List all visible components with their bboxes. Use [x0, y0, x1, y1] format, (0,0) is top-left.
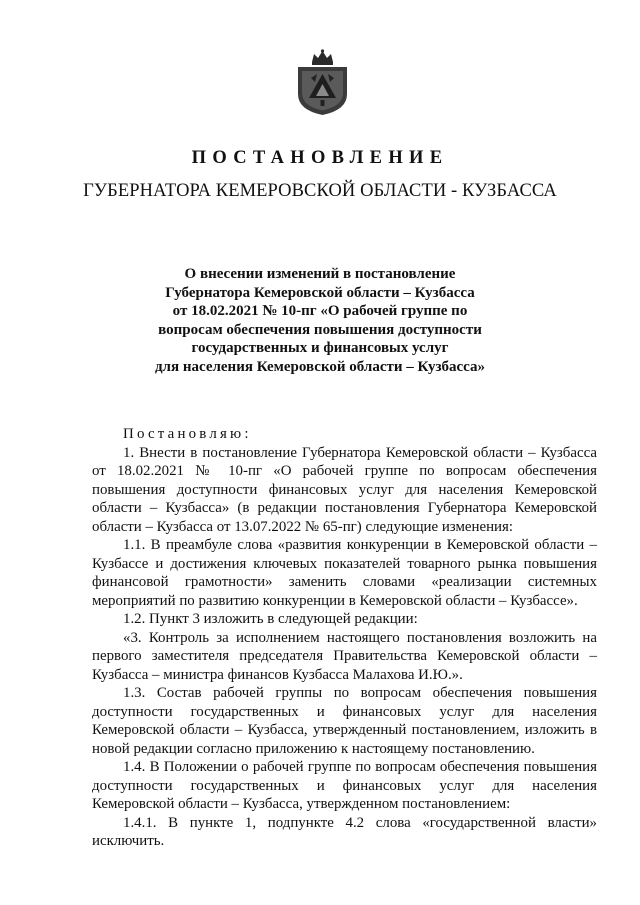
- coat-of-arms-emblem: [296, 48, 349, 116]
- resolution-keyword: Постановляю:: [123, 426, 252, 442]
- paragraph-1-2: 1.2. Пункт 3 изложить в следующей редакции:: [123, 611, 418, 627]
- heading-line: государственных и финансовых услуг: [191, 340, 449, 356]
- paragraph-quote-3: «3. Контроль за исполнением настоящего постановления возложить на первого заместителя председателя Правительства Кемеровской области – Кузбасса – министра финансов Кузбасса Малахова И.Ю.».: [92, 629, 597, 683]
- heading-line: О внесении изменений в постановление: [184, 266, 456, 282]
- paragraph-1: 1. Внести в постановление Губернатора Кемеровской области – Кузбасса от 18.02.2021 № 10-пг «О рабочей группе по вопросам обеспечения повышения доступности финансовых услуг для населения Кемеровской области – Кузбасса» (в редакции постановления Губернатора Кемеровской области – Кузбасса от 13.07.2022 № 65-пг) следующие изменения:: [92, 444, 597, 535]
- paragraph-1-1: 1.1. В преамбуле слова «развития конкуренции в Кемеровской области – Кузбассе и достижения ключевых показателей товарного рынка повышения финансовой грамотности» заменить словами «реализации системных мероприятий по развитию конкуренции в Кемеровской области – Кузбассе».: [92, 537, 597, 609]
- heading-line: для населения Кемеровской области – Кузбасса»: [154, 358, 486, 375]
- document-issuer: ГУБЕРНАТОРА КЕМЕРОВСКОЙ ОБЛАСТИ - КУЗБАССА: [83, 181, 557, 201]
- heading-line: вопросам обеспечения повышения доступности: [158, 321, 482, 338]
- document-body: [92, 425, 597, 851]
- paragraph-1-4: 1.4. В Положении о рабочей группе по вопросам обеспечения повышения доступности государственных и финансовых услуг для населения Кемеровской области – Кузбасса, утвержденном постановлением:: [92, 759, 597, 812]
- paragraph-1-4-1: 1.4.1. В пункте 1, подпункте 4.2 слова «государственной власти» исключить.: [92, 814, 597, 849]
- document-heading: [120, 265, 520, 376]
- heading-line: Губернатора Кемеровской области – Кузбасса: [165, 284, 475, 301]
- paragraph-1-3: 1.3. Состав рабочей группы по вопросам обеспечения повышения доступности государственных и финансовых услуг для населения Кемеровской области – Кузбасса, утвержденный постановлением, изложить в новой редакции согласно приложению к настоящему постановлению.: [92, 685, 597, 757]
- heading-line: от 18.02.2021 № 10-пг «О рабочей группе по: [172, 303, 468, 319]
- document-title: ПОСТАНОВЛЕНИЕ: [191, 148, 449, 168]
